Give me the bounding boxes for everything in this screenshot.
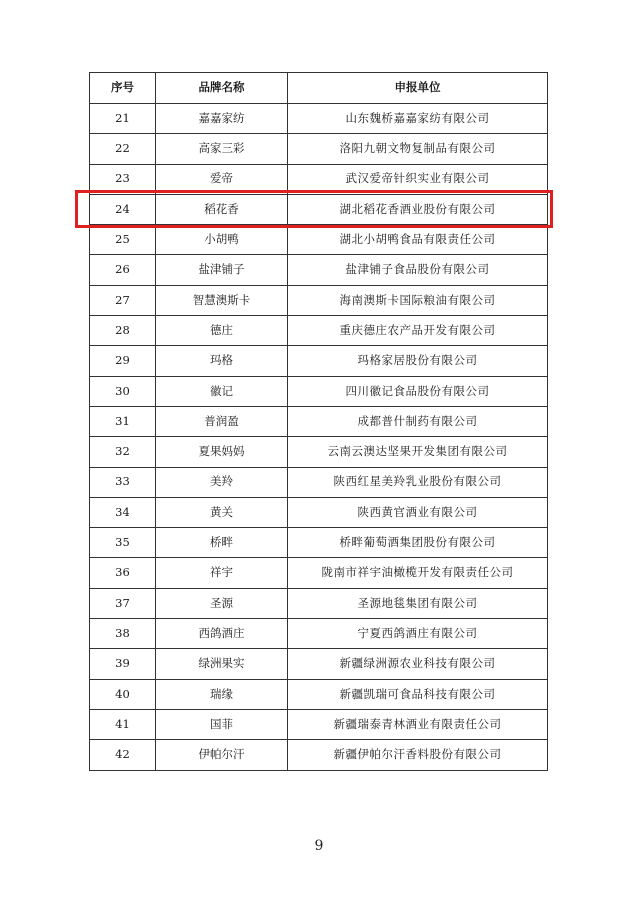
cell-brand-name: 玛格 (156, 346, 288, 376)
page-number: 9 (314, 838, 324, 854)
cell-serial-number: 31 (90, 406, 156, 436)
cell-brand-name: 普润盈 (156, 406, 288, 436)
cell-applicant-unit: 湖北小胡鸭食品有限责任公司 (288, 225, 548, 255)
cell-serial-number: 33 (90, 467, 156, 497)
cell-brand-name: 绿洲果实 (156, 649, 288, 679)
table-row (90, 104, 548, 134)
cell-brand-name: 盐津铺子 (156, 255, 288, 285)
cell-applicant-unit: 宁夏西鸽酒庄有限公司 (288, 619, 548, 649)
cell-applicant-unit: 新疆绿洲源农业科技有限公司 (288, 649, 548, 679)
cell-brand-name: 祥宇 (156, 558, 288, 588)
cell-serial-number: 41 (90, 709, 156, 739)
cell-brand-name: 伊帕尔汗 (156, 740, 288, 770)
table-row (90, 134, 548, 164)
table-row (90, 406, 548, 436)
cell-brand-name: 高家三彩 (156, 134, 288, 164)
table-row (90, 467, 548, 497)
cell-brand-name: 爱帝 (156, 164, 288, 194)
cell-serial-number: 22 (90, 134, 156, 164)
table-header-row (90, 73, 548, 104)
cell-applicant-unit: 成都普什制药有限公司 (288, 406, 548, 436)
cell-applicant-unit: 湖北稻花香酒业股份有限公司 (288, 194, 548, 224)
cell-serial-number: 25 (90, 225, 156, 255)
cell-applicant-unit: 武汉爱帝针织实业有限公司 (288, 164, 548, 194)
cell-applicant-unit: 盐津铺子食品股份有限公司 (288, 255, 548, 285)
cell-brand-name: 桥畔 (156, 528, 288, 558)
cell-brand-name: 嘉嘉家纺 (156, 104, 288, 134)
table-body (90, 104, 548, 771)
cell-applicant-unit: 桥畔葡萄酒集团股份有限公司 (288, 528, 548, 558)
table-row (90, 619, 548, 649)
cell-brand-name: 德庄 (156, 316, 288, 346)
cell-serial-number: 37 (90, 588, 156, 618)
table-row (90, 528, 548, 558)
cell-brand-name: 智慧澳斯卡 (156, 285, 288, 315)
cell-serial-number: 24 (90, 194, 156, 224)
table-row (90, 709, 548, 739)
table-row (90, 679, 548, 709)
table-row (90, 437, 548, 467)
cell-applicant-unit: 新疆凯瑞可食品科技有限公司 (288, 679, 548, 709)
cell-brand-name: 夏果妈妈 (156, 437, 288, 467)
cell-brand-name: 小胡鸭 (156, 225, 288, 255)
cell-applicant-unit: 陕西黄官酒业有限公司 (288, 497, 548, 527)
cell-applicant-unit: 洛阳九朝文物复制品有限公司 (288, 134, 548, 164)
table-row (90, 497, 548, 527)
cell-applicant-unit: 山东魏桥嘉嘉家纺有限公司 (288, 104, 548, 134)
cell-applicant-unit: 云南云澳达坚果开发集团有限公司 (288, 437, 548, 467)
cell-serial-number: 34 (90, 497, 156, 527)
table-row (90, 225, 548, 255)
cell-brand-name: 黄关 (156, 497, 288, 527)
table-row (90, 740, 548, 770)
cell-applicant-unit: 海南澳斯卡国际粮油有限公司 (288, 285, 548, 315)
cell-serial-number: 27 (90, 285, 156, 315)
cell-serial-number: 35 (90, 528, 156, 558)
table-row (90, 649, 548, 679)
cell-brand-name: 西鸽酒庄 (156, 619, 288, 649)
cell-serial-number: 23 (90, 164, 156, 194)
cell-serial-number: 36 (90, 558, 156, 588)
cell-serial-number: 42 (90, 740, 156, 770)
table-row (90, 255, 548, 285)
cell-brand-name: 国菲 (156, 709, 288, 739)
cell-applicant-unit: 玛格家居股份有限公司 (288, 346, 548, 376)
cell-serial-number: 28 (90, 316, 156, 346)
cell-brand-name: 徽记 (156, 376, 288, 406)
header-brand-name: 品牌名称 (156, 73, 288, 104)
cell-serial-number: 30 (90, 376, 156, 406)
header-applicant-unit: 申报单位 (288, 73, 548, 104)
cell-serial-number: 39 (90, 649, 156, 679)
cell-serial-number: 26 (90, 255, 156, 285)
table-row (90, 376, 548, 406)
header-serial-number: 序号 (90, 73, 156, 104)
cell-applicant-unit: 重庆德庄农产品开发有限公司 (288, 316, 548, 346)
cell-applicant-unit: 陇南市祥宇油橄榄开发有限责任公司 (288, 558, 548, 588)
cell-applicant-unit: 四川徽记食品股份有限公司 (288, 376, 548, 406)
cell-brand-name: 美羚 (156, 467, 288, 497)
cell-applicant-unit: 新疆伊帕尔汗香料股份有限公司 (288, 740, 548, 770)
cell-serial-number: 32 (90, 437, 156, 467)
cell-serial-number: 38 (90, 619, 156, 649)
cell-applicant-unit: 圣源地毯集团有限公司 (288, 588, 548, 618)
table-row (90, 588, 548, 618)
cell-brand-name: 圣源 (156, 588, 288, 618)
cell-brand-name: 瑞缘 (156, 679, 288, 709)
cell-serial-number: 40 (90, 679, 156, 709)
table-row (90, 194, 548, 224)
table-row (90, 346, 548, 376)
cell-serial-number: 29 (90, 346, 156, 376)
cell-serial-number: 21 (90, 104, 156, 134)
table-row (90, 164, 548, 194)
cell-applicant-unit: 新疆瑞泰青林酒业有限责任公司 (288, 709, 548, 739)
brand-table (89, 72, 548, 771)
table-row (90, 316, 548, 346)
cell-brand-name: 稻花香 (156, 194, 288, 224)
table-row (90, 285, 548, 315)
cell-applicant-unit: 陕西红星美羚乳业股份有限公司 (288, 467, 548, 497)
table-row (90, 558, 548, 588)
